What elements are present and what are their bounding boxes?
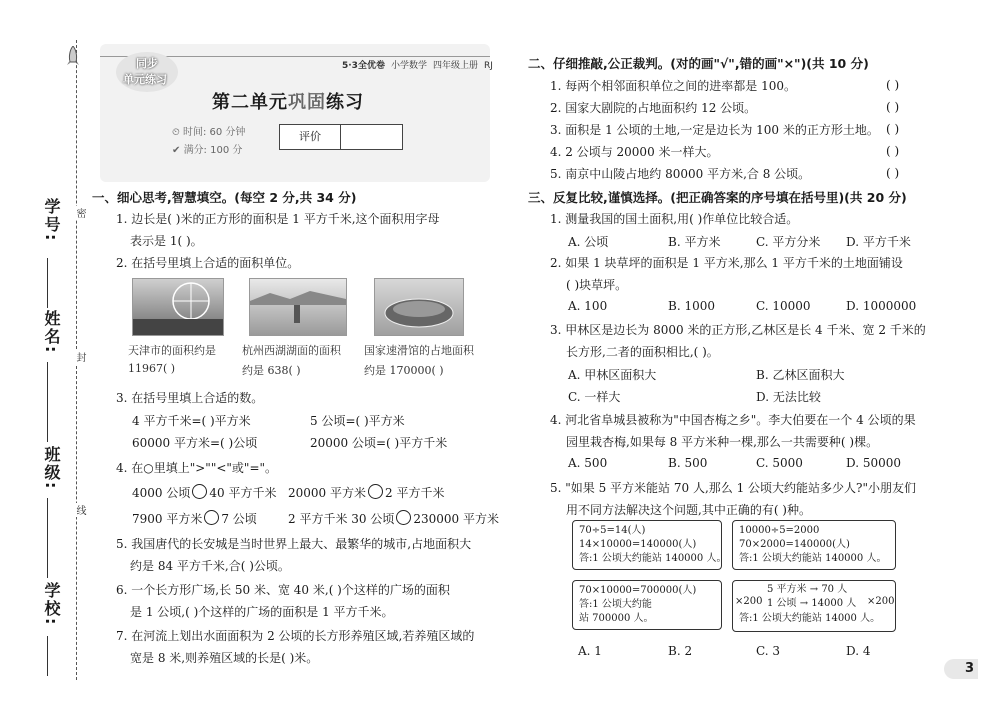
sol4-row2	[767, 597, 856, 611]
page-title	[212, 88, 364, 114]
s1-q3d: 20000 公顷=( )平方千米	[310, 436, 448, 450]
answer-paren[interactable]: ( )	[886, 100, 900, 114]
q4a-left: 4000 公顷	[132, 486, 191, 500]
student-id-label: 学号:	[42, 198, 61, 243]
stadium-icon	[375, 279, 463, 335]
s2-item2: 2. 国家大剧院的占地面积约 12 公顷。	[550, 101, 757, 115]
s1-q3b: 5 公顷=( )平方米	[310, 414, 405, 428]
s1-q7-line1: 7. 在河流上划出水面面积为 2 公顷的长方形养殖区域,若养殖区域的	[116, 629, 475, 643]
solution-card-3	[572, 580, 722, 630]
arrow-right-icon: →	[809, 584, 819, 595]
s2-item4: 4. 2 公顷与 20000 米一样大。	[550, 145, 719, 159]
class-line[interactable]	[47, 498, 48, 578]
s1-q4: 4. 在○里填上">""<"或"="。	[116, 461, 278, 475]
class-label: 班级:	[42, 446, 61, 491]
compare-circle[interactable]	[396, 510, 411, 525]
sol4-answer: 答:1 公顷大约能站 14000 人。	[739, 613, 881, 624]
s3-q1: 1. 测量我国的国土面积,用( )作单位比较合适。	[550, 212, 799, 226]
sol4-mul-right: ×200	[867, 596, 895, 607]
s2-item1: 1. 每两个相邻面积单位之间的进率都是 100。	[550, 79, 796, 93]
compare-circle[interactable]	[204, 510, 219, 525]
s2-item5: 5. 南京中山陵占地约 80000 平方米,合 8 公顷。	[550, 167, 811, 181]
s3-q4-opt-a[interactable]: A. 500	[568, 456, 608, 470]
solution-card-4	[732, 580, 896, 632]
s1-q5-line2: 约是 84 平方千米,合( )公顷。	[130, 559, 290, 573]
s3-q3-opt-a[interactable]: A. 甲林区面积大	[568, 368, 657, 382]
s1-q3a: 4 平方千米=( )平方米	[132, 414, 251, 428]
photo3-caption2: 约是 170000( )	[364, 364, 444, 377]
s1-q4d	[288, 510, 499, 527]
s3-q5-opt-a[interactable]: A. 1	[578, 644, 602, 658]
rocket-icon	[66, 46, 80, 68]
cut-mark-close: 封	[74, 352, 85, 362]
meta-edition: RJ	[483, 61, 493, 71]
s3-q2-line1: 2. 如果 1 块草坪的面积是 1 平方米,那么 1 平方千米的土地面铺设	[550, 256, 903, 270]
solution-card-2	[732, 520, 896, 570]
s3-q2-opt-c[interactable]: C. 10000	[756, 299, 811, 313]
sol3-line2: 答:1 公顷大约能	[579, 599, 652, 610]
ferris-wheel-icon	[133, 279, 223, 335]
time-text: 时间: 60 分钟	[182, 127, 246, 138]
sol4-row1	[767, 583, 847, 597]
s1-q3: 3. 在括号里填上合适的数。	[116, 391, 264, 405]
title-part-c: 练习	[326, 92, 364, 113]
sol4-r1b: 70 人	[821, 584, 848, 595]
s3-q2-opt-b[interactable]: B. 1000	[668, 299, 715, 313]
title-part-b: 巩固	[288, 92, 326, 113]
s3-q5-opt-c[interactable]: C. 3	[756, 644, 781, 658]
s3-q5-opt-d[interactable]: D. 4	[846, 644, 871, 658]
book-meta	[342, 58, 499, 71]
s1-q7-line2: 宽是 8 米,则养殖区域的长是( )米。	[130, 651, 319, 665]
time-limit	[172, 123, 245, 138]
cut-mark-line: 线	[74, 505, 85, 515]
answer-paren[interactable]: ( )	[886, 144, 900, 158]
sol4-r1a: 5 平方米	[767, 584, 807, 595]
clock-icon: ⏲	[172, 127, 183, 138]
name-line[interactable]	[47, 362, 48, 442]
answer-paren[interactable]: ( )	[886, 166, 900, 180]
s3-q3-opt-b[interactable]: B. 乙林区面积大	[756, 368, 845, 382]
section2-heading: 二、仔细推敲,公正裁判。(对的画"√",错的画"×")(共 10 分)	[528, 56, 869, 71]
q4b-right: 2 平方千米	[385, 486, 445, 500]
photo2-caption2: 约是 638( )	[242, 364, 301, 377]
sol3-line3: 站 700000 人。	[579, 613, 654, 624]
pagoda-icon	[250, 279, 346, 335]
student-id-line[interactable]	[47, 258, 48, 308]
answer-paren[interactable]: ( )	[886, 122, 900, 136]
s3-q3-line1: 3. 甲林区是边长为 8000 米的正方形,乙林区是长 4 千米、宽 2 千米的	[550, 323, 926, 337]
s3-q4-line1: 4. 河北省阜城县被称为"中国杏梅之乡"。李大伯要在一个 4 公顷的果	[550, 413, 916, 427]
section3-heading: 三、反复比较,谨慎选择。(把正确答案的序号填在括号里)(共 20 分)	[528, 190, 907, 205]
compare-circle[interactable]	[368, 484, 383, 499]
binding-margin	[0, 0, 88, 707]
q4c-left: 7900 平方米	[132, 512, 203, 526]
sol4-r2b: 14000 人	[811, 598, 857, 609]
s1-q2: 2. 在括号里填上合适的面积单位。	[116, 256, 300, 270]
s1-q3c: 60000 平方米=( )公顷	[132, 436, 258, 450]
meta-brand: 5·3全优卷	[342, 61, 385, 71]
s1-q6-line2: 是 1 公顷,( )个这样的广场的面积是 1 平方千米。	[130, 605, 394, 619]
eval-label: 评价	[280, 125, 341, 149]
s3-q4-line2: 园里栽杏梅,如果每 8 平方米种一棵,那么一共需要种( )棵。	[566, 435, 879, 449]
meta-subject: 小学数学	[390, 61, 427, 71]
name-label: 姓名:	[42, 310, 61, 355]
title-part-a: 第二单元	[212, 92, 288, 113]
q4d-left: 2 平方千米 30 公顷	[288, 512, 395, 526]
arrow-right-icon: →	[799, 598, 809, 609]
s3-q3-opt-d[interactable]: D. 无法比较	[756, 390, 821, 404]
photo-westlake	[249, 278, 347, 336]
q4c-right: 7 公顷	[221, 512, 257, 526]
solution-card-1	[572, 520, 727, 570]
s3-q3-opt-c[interactable]: C. 一样大	[568, 390, 621, 404]
s1-q1-line2: 表示是 1( )。	[130, 234, 203, 248]
s2-item3: 3. 面积是 1 公顷的土地,一定是边长为 100 米的正方形土地。	[550, 123, 879, 137]
s1-q4a	[132, 484, 276, 501]
sol3-line1: 70×10000=700000(人)	[579, 585, 697, 596]
s3-q1-opt-a[interactable]: A. 公顷	[568, 235, 609, 249]
s3-q5-line2: 用不同方法解决这个问题,其中正确的有( )种。	[566, 503, 811, 517]
compare-circle[interactable]	[192, 484, 207, 499]
badge-line1: 同步	[136, 57, 158, 70]
sol2-line1: 10000÷5=2000	[739, 525, 820, 536]
score-text: 满分: 100 分	[183, 145, 243, 156]
school-label: 学校:	[42, 582, 61, 627]
sol1-line1: 70÷5=14(人)	[579, 525, 646, 536]
photo2-caption1: 杭州西湖湖面的面积	[242, 344, 341, 357]
s3-q1-opt-d[interactable]: D. 平方千米	[846, 235, 911, 249]
s3-q1-opt-c[interactable]: C. 平方分米	[756, 235, 821, 249]
photo-tianjin	[132, 278, 224, 336]
photo1-caption2: 11967( )	[128, 362, 176, 375]
s1-q6-line1: 6. 一个长方形广场,长 50 米、宽 40 米,( )个这样的广场的面积	[116, 583, 450, 597]
eval-field[interactable]	[341, 125, 402, 149]
s3-q2-line2: ( )块草坪。	[566, 278, 628, 292]
sol2-line2: 70×2000=140000(人)	[739, 539, 850, 550]
s1-q4c	[132, 510, 257, 527]
cut-mark-seal: 密	[74, 208, 85, 218]
left-page	[92, 0, 500, 707]
right-page	[528, 0, 978, 707]
s3-q3-line2: 长方形,二者的面积相比,( )。	[566, 345, 719, 359]
s3-q5-line1: 5. "如果 5 平方米能站 70 人,那么 1 公顷大约能站多少人?"小朋友们	[550, 481, 916, 495]
s3-q2-opt-d[interactable]: D. 1000000	[846, 299, 917, 313]
photo1-caption1: 天津市的面积约是	[128, 344, 216, 357]
sol1-line3: 答:1 公顷大约能站 140000 人。	[579, 553, 727, 564]
s3-q4-opt-d[interactable]: D. 50000	[846, 456, 901, 470]
q4a-right: 40 平方千米	[209, 486, 277, 500]
s3-q5-opt-b[interactable]: B. 2	[668, 644, 693, 658]
sol2-line3: 答:1 公顷大约能站 140000 人。	[739, 553, 887, 564]
q4b-left: 20000 平方米	[288, 486, 366, 500]
s3-q4-opt-b[interactable]: B. 500	[668, 456, 708, 470]
s3-q2-opt-a[interactable]: A. 100	[568, 299, 608, 313]
sol4-r2a: 1 公顷	[767, 598, 797, 609]
sol4-mul-left: ×200	[735, 596, 763, 607]
s1-q5-line1: 5. 我国唐代的长安城是当时世界上最大、最繁华的城市,占地面积大	[116, 537, 472, 551]
page-number: 3	[944, 659, 978, 679]
badge-line2: 单元练习	[123, 73, 167, 86]
s1-q4b	[288, 484, 444, 501]
s3-q4-opt-c[interactable]: C. 5000	[756, 456, 803, 470]
school-line[interactable]	[47, 636, 48, 676]
full-score	[172, 141, 242, 156]
photo3-caption1: 国家速滑馆的占地面积	[364, 344, 474, 357]
unit-badge	[106, 52, 184, 92]
meta-grade: 四年级上册	[432, 61, 478, 71]
photo-speed-skating-oval	[374, 278, 464, 336]
evaluation-box	[279, 124, 403, 150]
section1-heading: 一、细心思考,智慧填空。(每空 2 分,共 34 分)	[92, 190, 357, 205]
sol1-line2: 14×10000=140000(人)	[579, 539, 697, 550]
q4d-right: 230000 平方米	[413, 512, 499, 526]
s1-q1-line1: 1. 边长是( )米的正方形的面积是 1 平方千米,这个面积用字母	[116, 212, 440, 226]
answer-paren[interactable]: ( )	[886, 78, 900, 92]
s3-q1-opt-b[interactable]: B. 平方米	[668, 235, 721, 249]
check-icon: ✔	[172, 145, 184, 156]
